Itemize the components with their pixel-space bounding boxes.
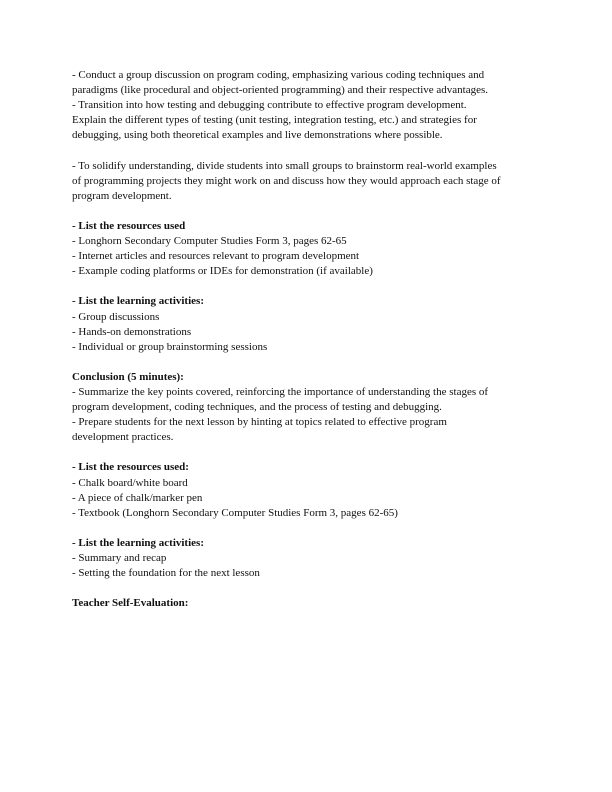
- text-line: - Transition into how testing and debugging contribute to effective program development.: [72, 99, 467, 112]
- activities-section-1: [72, 294, 552, 354]
- text-line: - Conduct a group discussion on program coding, emphasizing various coding techniques and: [72, 69, 485, 81]
- intro-paragraph: [72, 68, 552, 143]
- list-item: - A piece of chalk/marker pen: [72, 491, 203, 504]
- list-item: - Longhorn Secondary Computer Studies Form 3, pages 62-65: [72, 235, 347, 248]
- list-item: - Summary and recap: [72, 552, 167, 564]
- text-line: - To solidify understanding, divide students into small groups to brainstorm real-world examples: [72, 159, 497, 172]
- section-heading: - List the resources used: [72, 219, 186, 232]
- list-item: - Chalk board/white board: [72, 476, 188, 489]
- activities-section-2: [72, 536, 552, 581]
- text-line: debugging, using both theoretical examples and live demonstrations where possible.: [72, 129, 443, 142]
- self-evaluation-heading: Teacher Self-Evaluation:: [72, 597, 189, 610]
- section-heading: - List the learning activities:: [72, 295, 204, 308]
- spacer: [72, 279, 552, 294]
- spacer: [72, 355, 552, 370]
- resources-section-1: [72, 219, 552, 279]
- spacer: [72, 581, 552, 596]
- text-line: program development, coding techniques, and the process of testing and debugging.: [72, 401, 442, 414]
- list-item: - Setting the foundation for the next lesson: [72, 567, 260, 580]
- text-line: Explain the different types of testing (unit testing, integration testing, etc.) and strategies for: [72, 114, 477, 127]
- section-heading: - List the resources used:: [72, 461, 189, 474]
- list-item: - Internet articles and resources relevant to program development: [72, 250, 360, 263]
- spacer: [72, 204, 552, 219]
- list-item: - Example coding platforms or IDEs for demonstration (if available): [72, 265, 373, 278]
- section-heading: Conclusion (5 minutes):: [72, 370, 184, 383]
- text-line: of programming projects they might work on and discuss how they would approach each stage of: [72, 174, 501, 187]
- document-page: [72, 68, 552, 611]
- text-line: development practices.: [72, 431, 174, 444]
- text-line: program development.: [72, 189, 172, 202]
- section-heading: - List the learning activities:: [72, 536, 204, 549]
- group-activity-paragraph: [72, 159, 552, 204]
- conclusion-section: [72, 370, 552, 445]
- list-item: - Group discussions: [72, 310, 160, 323]
- text-line: paradigms (like procedural and object-oriented programming) and their respective advantages.: [72, 84, 489, 97]
- text-line: - Summarize the key points covered, reinforcing the importance of understanding the stages of: [72, 385, 489, 398]
- spacer: [72, 143, 552, 158]
- resources-section-2: [72, 460, 552, 520]
- list-item: - Textbook (Longhorn Secondary Computer Studies Form 3, pages 62-65): [72, 506, 398, 519]
- spacer: [72, 445, 552, 460]
- list-item: - Individual or group brainstorming sessions: [72, 340, 268, 353]
- list-item: - Hands-on demonstrations: [72, 325, 192, 338]
- spacer: [72, 521, 552, 536]
- text-line: - Prepare students for the next lesson by hinting at topics related to effective program: [72, 416, 447, 429]
